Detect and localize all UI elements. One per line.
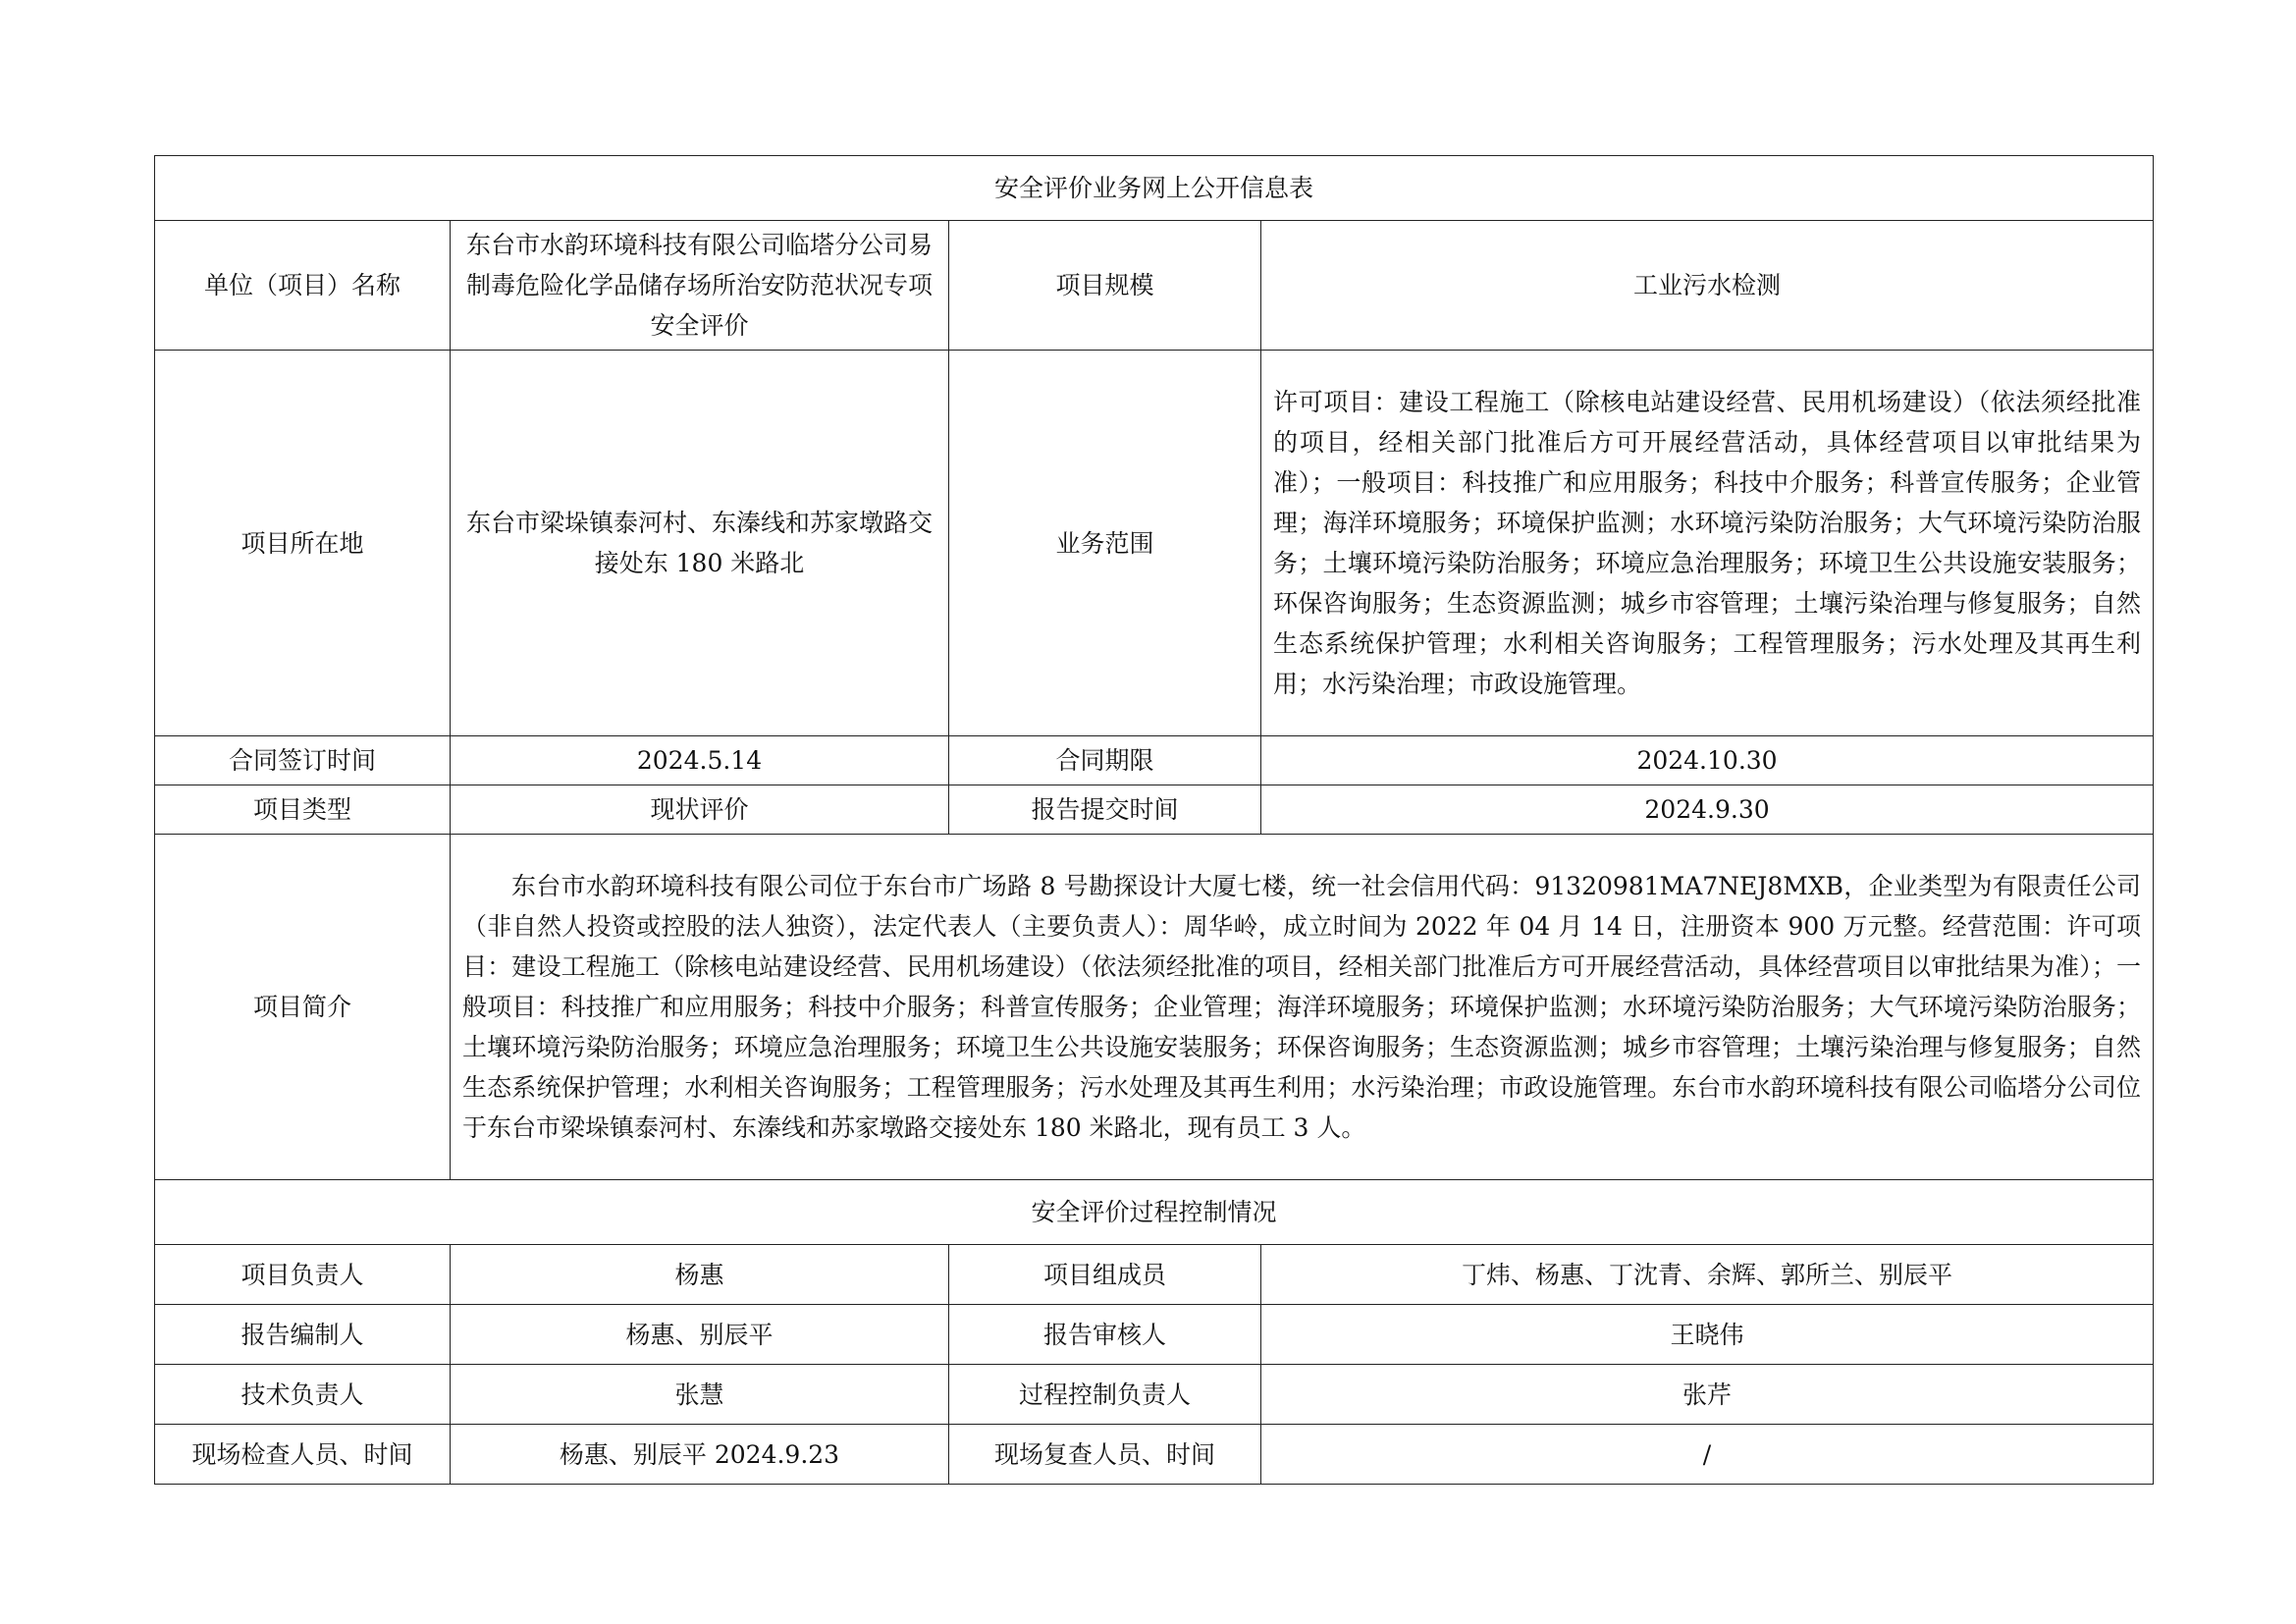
author-value: 杨惠、别辰平 <box>451 1305 949 1365</box>
tech-lead-label: 技术负责人 <box>155 1365 451 1425</box>
site-check-label: 现场检查人员、时间 <box>155 1425 451 1485</box>
report-submit-value: 2024.9.30 <box>1261 785 2154 835</box>
intro-row <box>155 835 2154 1180</box>
contract-term-label: 合同期限 <box>949 736 1261 785</box>
tech-row <box>155 1365 2154 1425</box>
author-row <box>155 1305 2154 1365</box>
lead-label: 项目负责人 <box>155 1245 451 1305</box>
contract-term-value: 2024.10.30 <box>1261 736 2154 785</box>
disclosure-table <box>154 155 2154 1485</box>
reviewer-label: 报告审核人 <box>949 1305 1261 1365</box>
unit-row <box>155 221 2154 351</box>
contract-date-value: 2024.5.14 <box>451 736 949 785</box>
lead-row <box>155 1245 2154 1305</box>
process-title-row <box>155 1180 2154 1245</box>
lead-value: 杨惠 <box>451 1245 949 1305</box>
table-title: 安全评价业务网上公开信息表 <box>155 156 2154 221</box>
title-row <box>155 156 2154 221</box>
intro-value: 东台市水韵环境科技有限公司位于东台市广场路 8 号勘探设计大厦七楼，统一社会信用代码：91320981MA7NEJ8MXB，企业类型为有限责任公司（非自然人投资或控股的法人独资），法定代表人（主要负责人）：周华岭，成立时间为 2022 年 04 月 14 日，注册资本 900 万元整。经营范围：许可项目：建设工程施工（除核电站建设经营、民用机场建设）（依法须经批准的项目，经相关部门批准后方可开展经营活动，具体经营项目以审批结果为准）；一般项目：科技推广和应用服务；科技中介服务；科普宣传服务；企业管理；海洋环境服务；环境保护监测；水环境污染防治服务；大气环境污染防治服务；土壤环境污染防治服务；环境应急治理服务；环境卫生公共设施安装服务；环保咨询服务；生态资源监测；城乡市容管理；土壤污染治理与修复服务；自然生态系统保护管理；水利相关咨询服务；工程管理服务；污水处理及其再生利用；水污染治理；市政设施管理。东台市水韵环境科技有限公司临塔分公司位于东台市梁垛镇泰河村、东溱线和苏家墩路交接处东 180 米路北，现有员工 3 人。 <box>451 835 2154 1180</box>
recheck-value: / <box>1261 1425 2154 1485</box>
intro-label: 项目简介 <box>155 835 451 1180</box>
contract-row <box>155 736 2154 785</box>
members-label: 项目组成员 <box>949 1245 1261 1305</box>
author-label: 报告编制人 <box>155 1305 451 1365</box>
business-scope-value: 许可项目：建设工程施工（除核电站建设经营、民用机场建设）（依法须经批准的项目，经相关部门批准后方可开展经营活动，具体经营项目以审批结果为准）；一般项目：科技推广和应用服务；科技中介服务；科普宣传服务；企业管理；海洋环境服务；环境保护监测；水环境污染防治服务；大气环境污染防治服务；土壤环境污染防治服务；环境应急治理服务；环境卫生公共设施安装服务；环保咨询服务；生态资源监测；城乡市容管理；土壤污染治理与修复服务；自然生态系统保护管理；水利相关咨询服务；工程管理服务；污水处理及其再生利用；水污染治理；市政设施管理。 <box>1261 351 2154 736</box>
project-type-value: 现状评价 <box>451 785 949 835</box>
tech-lead-value: 张慧 <box>451 1365 949 1425</box>
unit-name-value: 东台市水韵环境科技有限公司临塔分公司易制毒危险化学品储存场所治安防范状况专项安全评价 <box>451 221 949 351</box>
project-type-label: 项目类型 <box>155 785 451 835</box>
process-title: 安全评价过程控制情况 <box>155 1180 2154 1245</box>
location-label: 项目所在地 <box>155 351 451 736</box>
reviewer-value: 王晓伟 <box>1261 1305 2154 1365</box>
process-lead-value: 张芹 <box>1261 1365 2154 1425</box>
site-check-value: 杨惠、别辰平 2024.9.23 <box>451 1425 949 1485</box>
project-scale-label: 项目规模 <box>949 221 1261 351</box>
location-value: 东台市梁垛镇泰河村、东溱线和苏家墩路交接处东 180 米路北 <box>451 351 949 736</box>
site-row <box>155 1425 2154 1485</box>
report-submit-label: 报告提交时间 <box>949 785 1261 835</box>
unit-name-label: 单位（项目）名称 <box>155 221 451 351</box>
location-row <box>155 351 2154 736</box>
business-scope-label: 业务范围 <box>949 351 1261 736</box>
project-scale-value: 工业污水检测 <box>1261 221 2154 351</box>
type-row <box>155 785 2154 835</box>
contract-date-label: 合同签订时间 <box>155 736 451 785</box>
members-value: 丁炜、杨惠、丁沈青、余辉、郭所兰、别辰平 <box>1261 1245 2154 1305</box>
recheck-label: 现场复查人员、时间 <box>949 1425 1261 1485</box>
process-lead-label: 过程控制负责人 <box>949 1365 1261 1425</box>
